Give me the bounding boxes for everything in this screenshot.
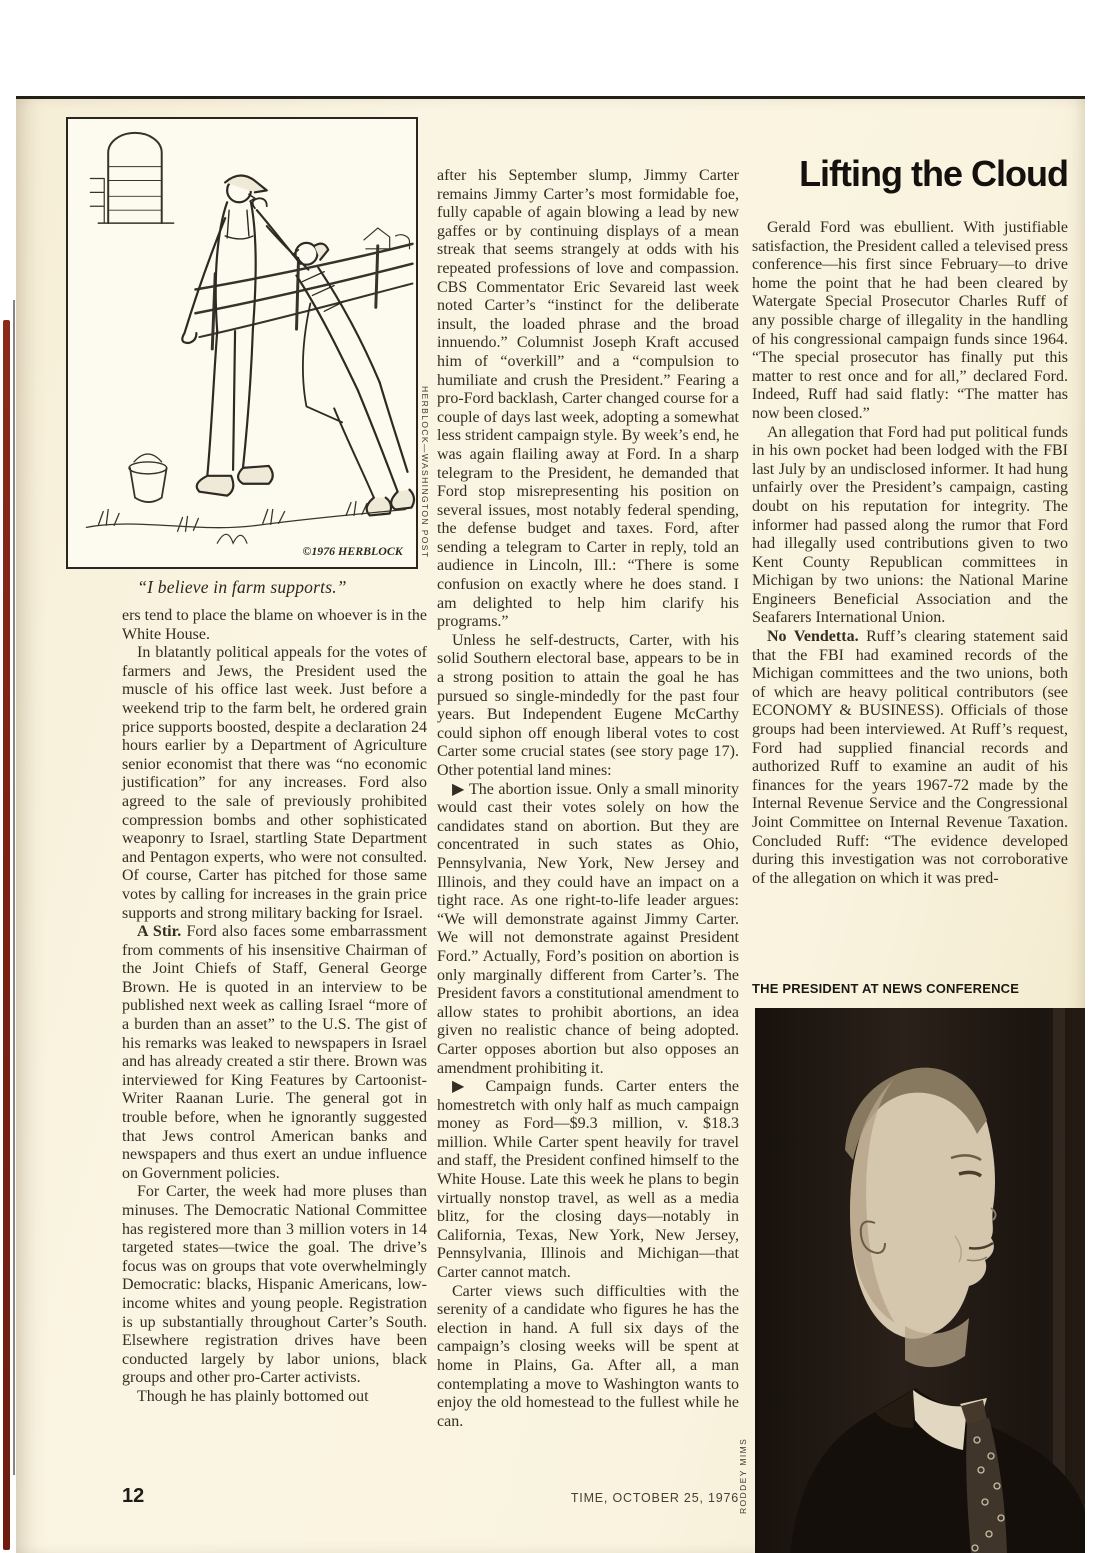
paragraph [437, 167, 739, 632]
body-text: Unless he self-destructs, Carter, with his solid Southern electoral base, appears to be in a strong position to attain the goal he has pursued so single-mindedly for the past four years. But Independent Eugene McCarthy could siphon off enough liberal votes to cost Carter some crucial states (see story page 17). Other potential land mines: [437, 631, 739, 779]
paragraph [752, 628, 1068, 888]
body-text: In blatantly political appeals for the votes of farmers and Jews, the President used the muscle of his office last week. Just before a weekend trip to the farm belt, he ordered grain price supports boosted, despite a declaration 24 hours earlier by a Department of Agriculture senior economist that there was “no economic justification” for any increases. Ford also agreed to the sale of previously prohibited compression bombs and other sophisticated weaponry to Israel, startling State Department and Pentagon experts, who were not consulted. Of course, Carter has pitched for those same votes by calling for increases in the grain price supports and strong military backing for Israel. [122, 644, 427, 922]
body-text: Ford also faces some embarrassment from comments of his insensitive Chairman of the Joint Chiefs of Staff, General George Brown. He is quoted in an interview to be published next week as calling Israel “more of a burden than an asset” to the U.S. The gist of his remarks was leaked to newspapers in Israel and has already created a stir there. Brown was interviewed for King Features by Cartoonist-Writer Raanan Lurie. The general got in trouble before, when he ignorantly suggested that Jews control American banks and newspapers and thus exert an undue influence on Government policies. [122, 923, 427, 1182]
body-text: after his September slump, Jimmy Carter remains Jimmy Carter’s most formidable foe, fully capable of again blowing a lead by new gaffes or by continuing displays of a mean streak that seems strangely at odds with his repeated professions of love and compassion. CBS Commentator Eric Sevareid last week noted Carter’s “instinct for the deliberate insult, the loaded phrase and the broad innuendo.” Columnist Joseph Kraft accused him of “overkill” and a “compulsion to humiliate and crush the President.” Fearing a pro-Ford backlash, Carter changed course for a couple of days last week, adopting a somewhat less strident campaign style. By week’s end, he was again flailing away at Ford. In a sharp telegram to the President, he demanded that Ford stop misrepresenting his position on several issues, most notably federal spending, the defense budget and taxes. Ford, after sending a telegram to Carter in reply, told an audience in Lincoln, Ill.: “There is some confusion on exactly where he does stand. I am delighted to help him clarify his programs.” [437, 167, 739, 631]
paragraph [122, 607, 427, 644]
grass-strokes [86, 502, 405, 544]
paragraph [752, 219, 1068, 424]
paragraph [437, 1283, 739, 1432]
paragraph [437, 632, 739, 781]
right-column [752, 219, 1068, 979]
paragraph [122, 1183, 427, 1388]
section-lead: A Stir. [137, 923, 182, 941]
body-text: Carter views such difficulties with the serenity of a candidate who figures he has the election in hand. A full six days of the campaign’s closing weeks will be spent at home in Plains, Ga. After all, a man contemplating a move to Washington wants to enjoy the old homestead to the fullest while he can. [437, 1282, 739, 1430]
body-text: ▶ Campaign funds. Carter enters the homestretch with only half as much campaign money as Ford—$9.3 million, v. $18.3 million. While Carter spent heavily for travel and staff, the President confined himself to the White House. Late this week he plans to begin virtually nonstop travel, as well as a media blitz, for the closing days—notably in California, Texas, New York, New Jersey, Pennsylvania, Illinois and Michigan—that Carter cannot match. [437, 1078, 739, 1282]
cartoon-credit: HERBLOCK—WASHINGTON POST [420, 386, 430, 559]
photo-credit: RODDEY MIMS [738, 1437, 748, 1514]
body-text: An allegation that Ford had put political funds in his own pocket had been lodged with the FBI last July by an undisclosed informer. It had hung unfairly over the President’s campaign, casting doubt on his reputation for integrity. The informer had passed along the rumor that Ford had illegally used contributions given to two Kent County Republican committees in Michigan by two unions: the National Marine Engineers Beneficial Association and the Seafarers International Union. [752, 423, 1068, 627]
paragraph [437, 1078, 739, 1283]
page-edge-line [13, 300, 15, 1475]
body-text: ▶ The abortion issue. Only a small minority would cast their votes solely on how the candidates stand on abortion. But they are concentrated in such states as Ohio, Pennsylvania, New York, New Jersey and Illinois, and they could have an impact on a tight race. As one right-to-life leader argues: “We will demonstrate against Jimmy Carter. We will not demonstrate against President Ford.” Actually, Ford’s position on abortion is only marginally different from Carter’s. The President favors a constitutional amendment to allow states to prohibit abortions, an idea given no realistic chance of being adopted. Carter opposes abortion but also opposes an amendment prohibiting it. [437, 780, 739, 1077]
paragraph [122, 923, 427, 1183]
photo-caption-label: THE PRESIDENT AT NEWS CONFERENCE [752, 981, 1020, 996]
magazine-page [16, 96, 1085, 1553]
paragraph [752, 424, 1068, 629]
cartoon-caption: “I believe in farm supports.” [137, 577, 347, 597]
page-number: 12 [122, 1485, 145, 1507]
middle-column [437, 167, 739, 1485]
paragraph [122, 1388, 427, 1407]
left-column [122, 607, 427, 1407]
body-text: ers tend to place the blame on whoever is in the White House. [122, 607, 427, 643]
article-headline: Lifting the Cloud [799, 153, 1068, 194]
body-text: Though he has plainly bottomed out [137, 1387, 369, 1405]
body-text: Ruff’s clearing statement said that the FBI had examined records of the Michigan committees and the two unions, both of which are heavy political contributors (see ECONOMY & BUSINESS). Officials of those groups had been interviewed. At Ruff’s request, Ford had supplied financial records and authorized Ruff to examine an audit of his finances for the years 1967-72 made by the Internal Revenue Service and the Congressional Joint Committee on Internal Revenue Taxation. Concluded Ruff: “The evidence developed during this investigation was not corroborative of the allegation on which it was pred- [752, 628, 1068, 887]
page-edge-red-strip [3, 320, 10, 1550]
section-lead: No Vendetta. [767, 628, 859, 646]
editorial-cartoon-panel [66, 117, 418, 569]
cartoon-signature: ©1976 HERBLOCK [302, 544, 403, 559]
magazine-footer: TIME, OCTOBER 25, 1976 [570, 1491, 739, 1505]
paragraph [122, 644, 427, 923]
president-photo-frame [755, 1008, 1085, 1553]
paragraph [437, 781, 739, 1079]
body-text: For Carter, the week had more pluses than minuses. The Democratic National Committee has registered more than 3 million voters in 14 targeted states—twice the goal. The drive’s focus was on groups that vote overwhelmingly Democratic: blacks, Hispanic Americans, low-income whites and young people. Registration is up substantially throughout Carter’s South. Elsewhere registration drives have been conducted largely by labor unions, black groups and other pro-Carter activists. [122, 1183, 427, 1387]
body-text: Gerald Ford was ebullient. With justifiable satisfaction, the President called a televised press conference—his first since February—to drive home the point that he had been cleared by Watergate Special Prosecutor Charles Ruff of any possible charge of illegality in the handling of his congressional campaign funds since 1964. “The special prosecutor has finally put this matter to rest once and for all,” declared Ford. Indeed, Ruff had said flatly: “The matter has now been closed.” [752, 219, 1068, 422]
farm-supports-cartoon [68, 119, 416, 567]
president-photo [755, 1008, 1085, 1553]
standing-farmer-figure [182, 175, 272, 495]
